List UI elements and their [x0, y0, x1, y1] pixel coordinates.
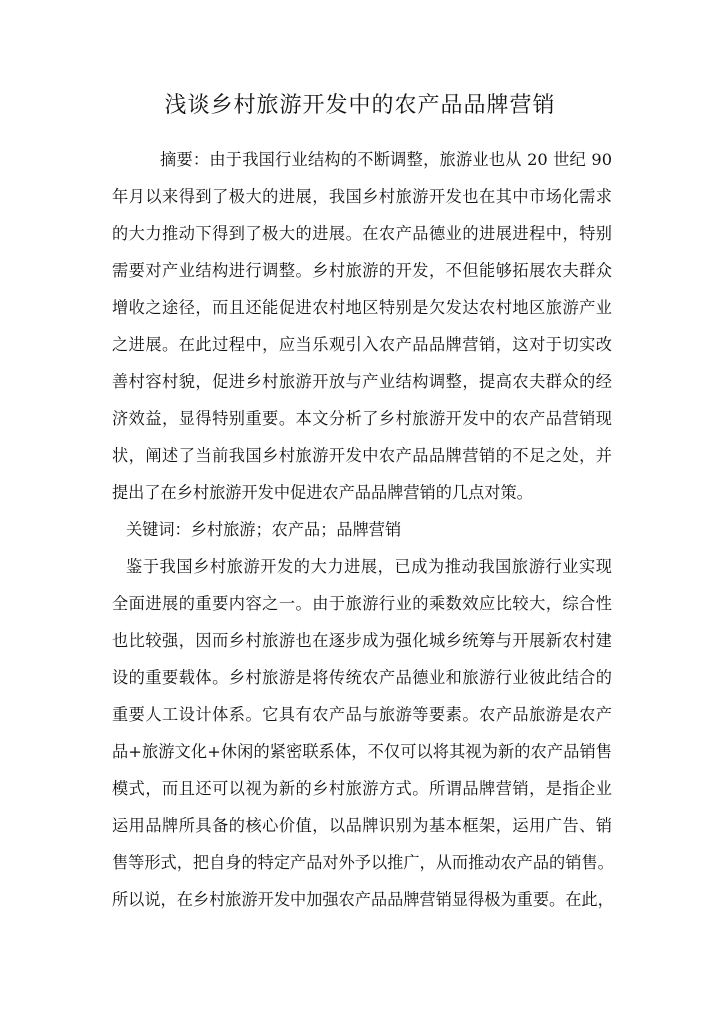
- abstract-line: 之进展。在此过程中，应当乐观引入农产品品牌营销，这对于切实改: [112, 335, 612, 354]
- abstract-line: 提出了在乡村旅游开发中促进农产品品牌营销的几点对策。: [112, 483, 533, 502]
- body-line: 所以说，在乡村旅游开发中加强农产品品牌营销显得极为重要。在此，: [112, 890, 614, 909]
- abstract-line: 济效益，显得特别重要。本文分析了乡村旅游开发中的农产品营销现: [112, 409, 612, 428]
- body-line: 模式，而且还可以视为新的乡村旅游方式。所谓品牌营销，是指企业: [112, 779, 612, 798]
- body-line: 售等形式，把自身的特定产品对外予以推广，从而推动农产品的销售。: [112, 853, 614, 872]
- body-line: 品+旅游文化+休闲的紧密联系体，不仅可以将其视为新的农产品销售: [112, 742, 612, 761]
- abstract-line: 需要对产业结构进行调整。乡村旅游的开发，不但能够拓展农夫群众: [112, 261, 612, 280]
- abstract-line: 善村容村貌，促进乡村旅游开放与产业结构调整，提高农夫群众的经: [112, 372, 612, 391]
- abstract-line: 年月以来得到了极大的进展，我国乡村旅游开发也在其中市场化需求: [112, 187, 612, 206]
- keywords-line: 关键词：乡村旅游；农产品；品牌营销: [126, 520, 402, 539]
- body-line: 鉴于我国乡村旅游开发的大力进展，已成为推动我国旅游行业实现: [126, 557, 612, 576]
- abstract-line: 的大力推动下得到了极大的进展。在农产品德业的进展进程中，特别: [112, 224, 612, 243]
- document-title: 浅谈乡村旅游开发中的农产品品牌营销: [164, 93, 556, 118]
- body-line: 设的重要载体。乡村旅游是将传统农产品德业和旅游行业彼此结合的: [112, 668, 612, 687]
- body-line: 运用品牌所具备的核心价值，以品牌识别为基本框架，运用广告、销: [112, 816, 612, 835]
- body-line: 重要人工设计体系。它具有农产品与旅游等要素。农产品旅游是农产: [112, 705, 612, 724]
- abstract-line: 增收之途径，而且还能促进农村地区特别是欠发达农村地区旅游产业: [112, 298, 612, 317]
- body-line: 也比较强，因而乡村旅游也在逐步成为强化城乡统筹与开展新农村建: [112, 631, 612, 650]
- body-line: 全面进展的重要内容之一。由于旅游行业的乘数效应比较大，综合性: [112, 594, 612, 613]
- abstract-line: 状，阐述了当前我国乡村旅游开发中农产品品牌营销的不足之处，并: [112, 446, 612, 465]
- abstract-line: 摘要：由于我国行业结构的不断调整，旅游业也从 20 世纪 90: [160, 150, 612, 169]
